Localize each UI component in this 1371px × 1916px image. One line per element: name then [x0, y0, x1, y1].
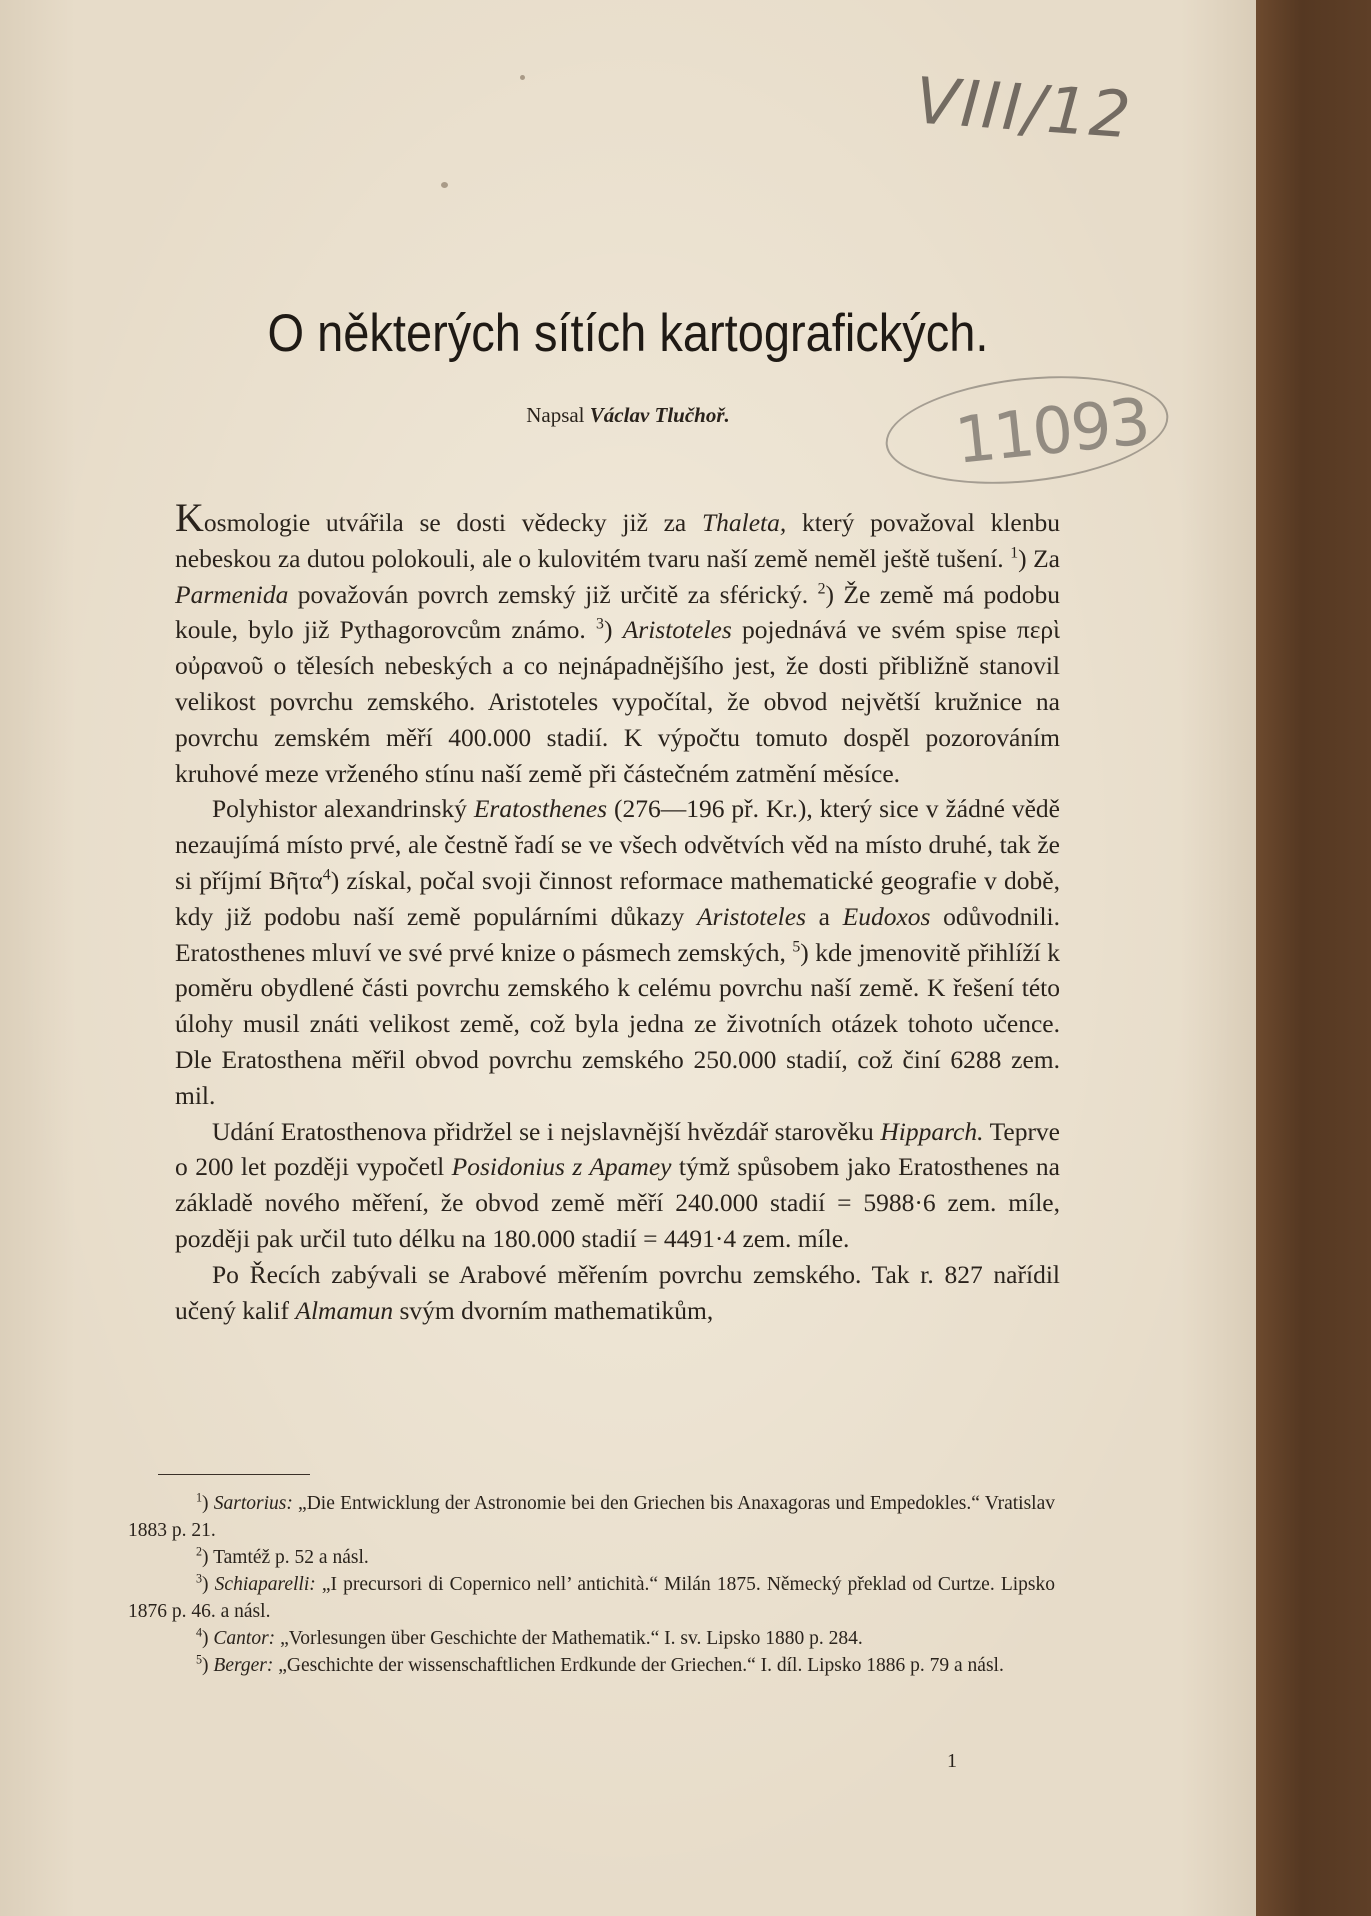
- paper-speck: [520, 75, 525, 80]
- background-edge: [1256, 0, 1371, 1916]
- paragraph-2: [175, 791, 1060, 1113]
- paragraph-3: [175, 1114, 1060, 1257]
- paragraph-1: [175, 495, 1061, 791]
- text-run: ) Že země má podobu koule, bylo již Pythagorovcům známo.: [175, 579, 1060, 645]
- footnote-author: Cantor:: [213, 1628, 276, 1649]
- paragraph-4: [175, 1257, 1060, 1329]
- page-title: O některých sítích kartografických.: [267, 302, 989, 363]
- article-body: [175, 495, 1061, 1328]
- footnote-5: $^5$) Berger: „Geschichte der wissenschaftlichen Erdkunde der Griechen.“ I. díl. Lipsko 1886 p. 79 a násl.: [196, 1652, 1004, 1676]
- author-line: [0, 403, 1256, 428]
- italic-name: Thaleta,: [701, 508, 787, 537]
- footnote-text: „Vorlesungen über Geschichte der Mathematik.“ I. sv. Lipsko 1880 p. 284.: [275, 1628, 863, 1649]
- italic-name: Eudoxos: [842, 901, 931, 931]
- text-run: považován povrch zemský již určitě za sférický.: [288, 579, 818, 609]
- italic-name: Parmenida: [175, 579, 289, 609]
- paper-speck: [441, 182, 448, 188]
- footnote-ref: 1: [1010, 544, 1019, 562]
- footnotes: [128, 1490, 1055, 1679]
- footnote-ref: 4: [322, 866, 331, 884]
- drop-cap: K: [175, 495, 204, 540]
- footnote-text: „Die Entwicklung der Astronomie bei den Griechen bis Anaxagoras und Empedokles.“ Vratislav 1883 p. 21.: [128, 1493, 1056, 1541]
- text-run: ) získal, počal svoji činnost reformace mathematické geografie v době, kdy již podobu naší země populárními důkazy: [175, 865, 1060, 931]
- italic-name: Eratosthenes: [473, 794, 607, 824]
- text-run: ): [603, 615, 623, 645]
- italic-name: Hipparch.: [880, 1116, 984, 1146]
- text-run: týmž spůsobem jako Eratosthenes na základě nového měření, že obvod země měří 240.000 stadií = 5988·6 zem. míle, později pak určil tuto délku na 180.000 stadií = 4491·4 zem. míle.: [175, 1152, 1060, 1253]
- footnote-ref: 5: [792, 938, 801, 956]
- text-run: odůvodnili. Eratosthenes mluví ve své prvé knize o pásmech zemských,: [175, 901, 1060, 967]
- italic-name: Almamun: [295, 1295, 394, 1325]
- footnote-author: Berger:: [213, 1655, 274, 1676]
- footnote-text: „Geschichte der wissenschaftlichen Erdkunde der Griechen.“ I. díl. Lipsko 1886 p. 79 a násl.: [273, 1655, 1004, 1676]
- footnote-1: $^1$) Sartorius: „Die Entwicklung der Astronomie bei den Griechen bis Anaxagoras und Empedokles.“ Vratislav 1883 p. 21.: [128, 1490, 1056, 1541]
- footnote-text: „I precursori di Copernico nell’ antichità.“ Milán 1875. Německý překlad od Curtze. Lipsko 1876 p. 46. a násl.: [128, 1574, 1055, 1622]
- text-run: pojednává ve svém spise περὶ οὐρανοῦ o tělesích nebeských a co nejnápadnějšího jest, že dosti přibližně stanovil velikost povrchu zemského. Aristoteles vypočítal, že obvod největší kružnice na povrchu zemském měří 400.000 stadií. K výpočtu tomuto dospěl pozorováním kruhové meze vrženého stínu naší země při částečném zatmění měsíce.: [175, 615, 1060, 788]
- text-run: Teprve o 200 let později vypočetl: [175, 1116, 1060, 1182]
- footnote-3: $^3$) Schiaparelli: „I precursori di Copernico nell’ antichità.“ Milán 1875. Německý překlad od Curtze. Lipsko 1876 p. 46. a násl.: [128, 1571, 1055, 1622]
- text-run: osmologie utvářila se dosti vědecky již za: [203, 508, 702, 537]
- handwritten-shelfmark: VIII/12: [912, 64, 1135, 154]
- author-prefix: Napsal: [526, 403, 585, 427]
- footnote-number: 2: [196, 1544, 203, 1559]
- italic-name: Posidonius z Apamey: [451, 1152, 672, 1182]
- text-run: Polyhistor alexandrinský: [212, 794, 474, 824]
- footnote-number: 5: [196, 1652, 203, 1667]
- footnote-author: Sartorius:: [213, 1493, 293, 1514]
- text-run: (276—196 př. Kr.), který sice v žádné vědě nezaujímá místo prvé, ale čestně řadí se ve všech odvětvích věd na místo druhé, tak že si příjmí Βῆτα: [175, 794, 1061, 895]
- handwritten-inventory-number: 11093: [951, 385, 1152, 479]
- text-run: ) Za: [1018, 543, 1061, 573]
- text-run: Udání Eratosthenova přidržel se i nejslavnější hvězdář starověku: [212, 1116, 881, 1146]
- footnote-number: 4: [196, 1625, 203, 1640]
- italic-name: Aristoteles: [696, 901, 807, 931]
- footnote-number: 3: [196, 1571, 203, 1586]
- footnote-separator: [158, 1474, 310, 1475]
- text-run: ) kde jmenovitě přihlíží k poměru obydlené části povrchu zemského k celému povrchu naší země. K řešení této úlohy musil znáti velikost země, což byla jedna ze životních otázek tohoto učence. Dle Eratosthena měřil obvod povrchu zemského 250.000 stadií, což činí 6288 zem. mil.: [175, 937, 1061, 1110]
- footnote-text: Tamtéž p. 52 a násl.: [208, 1547, 369, 1568]
- italic-name: Aristoteles: [622, 615, 732, 645]
- text-run: Po Řecích zabývali se Arabové měřením povrchu zemského. Tak r. 827 nařídil učený kalif: [175, 1259, 1060, 1325]
- page-number: 1: [947, 1750, 957, 1772]
- footnote-author: Schiaparelli:: [214, 1574, 316, 1595]
- footnote-2: $^2$) Tamtéž p. 52 a násl.: [196, 1544, 369, 1568]
- author-name: Václav Tlučhoř.: [589, 403, 730, 427]
- footnote-number: 1: [196, 1490, 203, 1505]
- footnote-4: $^4$) Cantor: „Vorlesungen über Geschichte der Mathematik.“ I. sv. Lipsko 1880 p. 284.: [196, 1625, 863, 1649]
- footnote-ref: 3: [596, 615, 604, 633]
- text-run: a: [806, 901, 843, 931]
- text-run: svým dvorním mathematikům,: [393, 1295, 714, 1325]
- footnote-ref: 2: [817, 580, 826, 598]
- text-run: který považoval klenbu nebeskou za dutou polokouli, ale o kulovitém tvaru naší země neměl ještě tušení.: [175, 508, 1060, 573]
